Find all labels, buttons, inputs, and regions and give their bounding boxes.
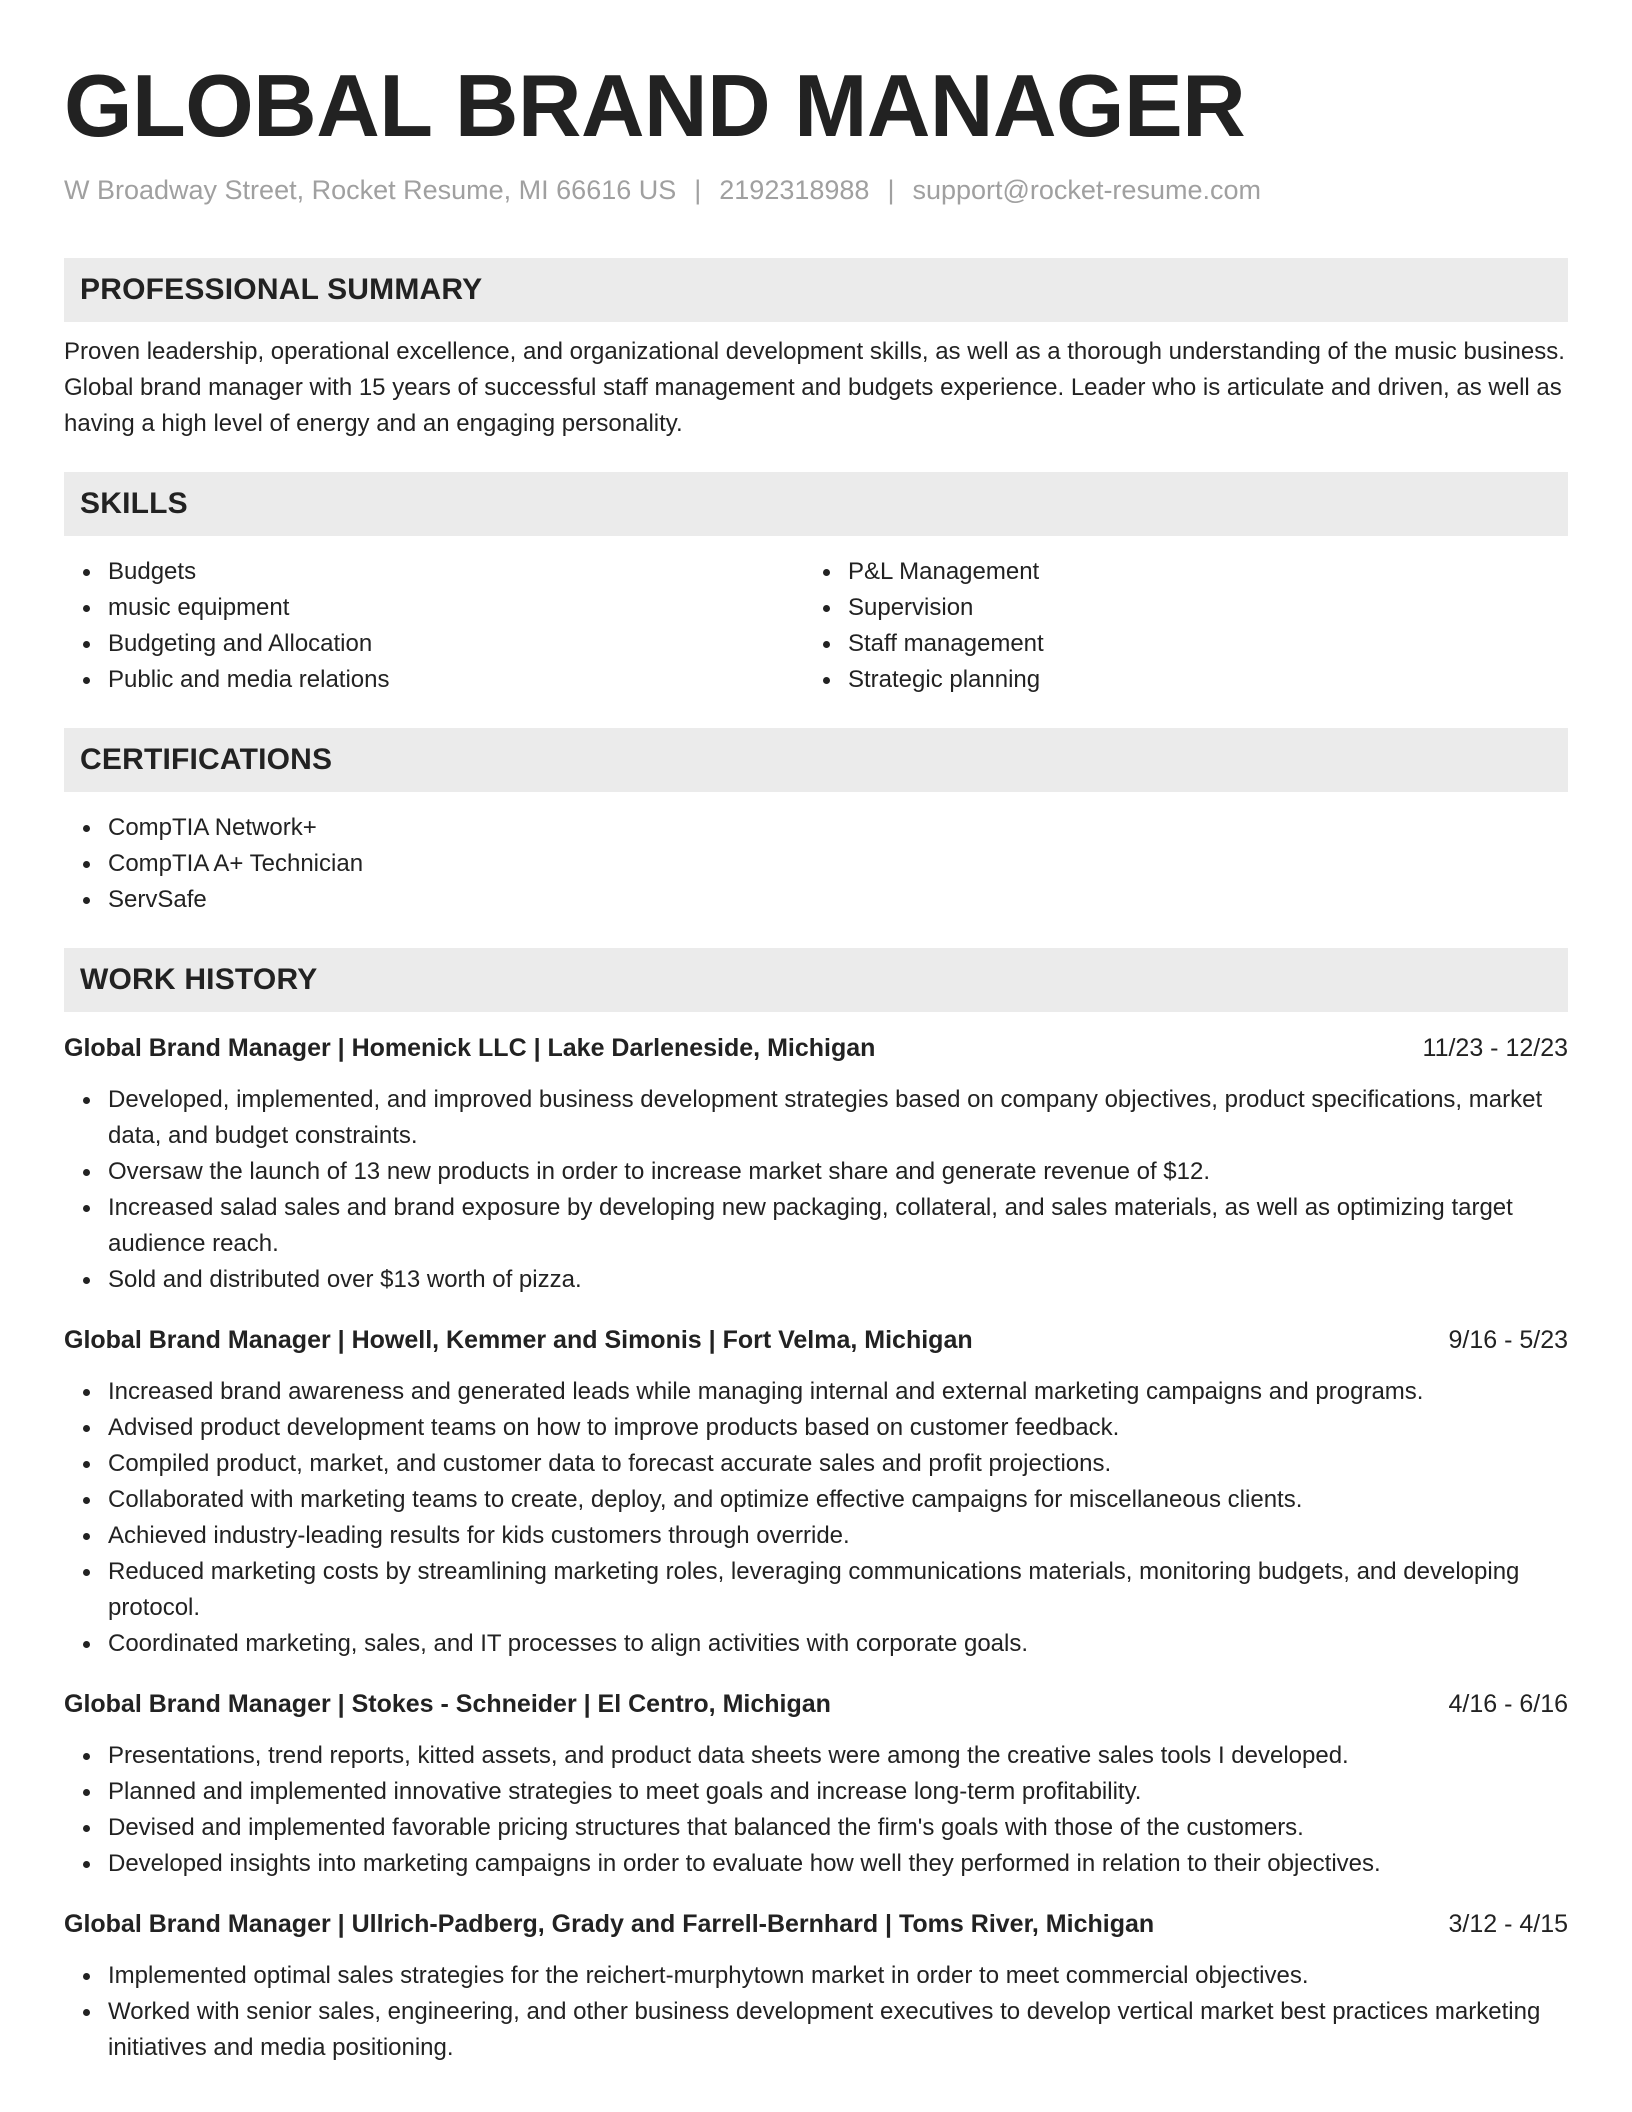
job-title: Global Brand Manager | Howell, Kemmer and Simonis | Fort Velma, Michigan [64, 1326, 973, 1354]
job-title: Global Brand Manager | Stokes - Schneider | El Centro, Michigan [64, 1690, 831, 1718]
job-header [64, 1906, 1568, 1942]
certification-item: CompTIA Network+ [108, 810, 1568, 846]
job-bullet: Developed insights into marketing campaigns in order to evaluate how well they performed in relation to their objectives. [108, 1846, 1568, 1882]
job-entry [64, 1686, 1568, 1882]
certifications-list [64, 810, 1568, 918]
resume-name: GLOBAL BRAND MANAGER [64, 56, 1246, 155]
contact-separator: | [887, 175, 895, 205]
job-header [64, 1322, 1568, 1358]
job-bullet: Compiled product, market, and customer data to forecast accurate sales and profit projections. [108, 1446, 1568, 1482]
section-heading-work-history: WORK HISTORY [64, 948, 1568, 1012]
job-dates: 9/16 - 5/23 [1448, 1326, 1568, 1354]
job-title: Global Brand Manager | Ullrich-Padberg, Grady and Farrell-Bernhard | Toms River, Michigan [64, 1910, 1155, 1938]
job-header [64, 1686, 1568, 1722]
contact-separator: | [694, 175, 702, 205]
skill-item: Budgeting and Allocation [108, 626, 804, 662]
job-bullets [64, 1738, 1568, 1882]
job-bullet: Sold and distributed over $13 worth of pizza. [108, 1262, 1568, 1298]
section-heading-summary: PROFESSIONAL SUMMARY [64, 258, 1568, 322]
job-dates: 4/16 - 6/16 [1448, 1690, 1568, 1718]
job-dates: 3/12 - 4/15 [1448, 1910, 1568, 1938]
job-entry [64, 1322, 1568, 1662]
contact-line [64, 172, 1568, 208]
job-bullet: Reduced marketing costs by streamlining marketing roles, leveraging communications materials, monitoring budgets, and developing protocol. [108, 1554, 1568, 1626]
job-bullets [64, 1958, 1568, 2066]
job-bullet: Achieved industry-leading results for kids customers through override. [108, 1518, 1568, 1554]
contact-address: W Broadway Street, Rocket Resume, MI 66616 US [64, 175, 677, 205]
job-title: Global Brand Manager | Homenick LLC | Lake Darleneside, Michigan [64, 1034, 876, 1062]
job-bullet: Advised product development teams on how to improve products based on customer feedback. [108, 1410, 1568, 1446]
contact-email: support@rocket-resume.com [912, 175, 1261, 205]
job-bullet: Worked with senior sales, engineering, and other business development executives to develop vertical market best practices marketing initiatives and media positioning. [108, 1994, 1568, 2066]
job-bullet: Presentations, trend reports, kitted assets, and product data sheets were among the creative sales tools I developed. [108, 1738, 1568, 1774]
certification-item: CompTIA A+ Technician [108, 846, 1568, 882]
job-dates: 11/23 - 12/23 [1422, 1034, 1568, 1062]
skill-item: music equipment [108, 590, 804, 626]
job-entry [64, 1906, 1568, 2066]
job-bullet: Coordinated marketing, sales, and IT processes to align activities with corporate goals. [108, 1626, 1568, 1662]
summary-text: Proven leadership, operational excellence, and organizational development skills, as well as a thorough understanding of the music business. Global brand manager with 15 years of successful staff management and budgets experience. Leader who is articulate and driven, as well as having a high level of energy and an engaging personality. [64, 338, 1565, 437]
job-entry [64, 1030, 1568, 1298]
skill-item: Supervision [848, 590, 1544, 626]
job-header [64, 1030, 1568, 1066]
job-bullet: Implemented optimal sales strategies for the reichert-murphytown market in order to meet commercial objectives. [108, 1958, 1568, 1994]
job-bullet: Developed, implemented, and improved business development strategies based on company objectives, product specifications, market data, and budget constraints. [108, 1082, 1568, 1154]
job-bullet: Collaborated with marketing teams to create, deploy, and optimize effective campaigns for miscellaneous clients. [108, 1482, 1568, 1518]
section-heading-certifications: CERTIFICATIONS [64, 728, 1568, 792]
certification-item: ServSafe [108, 882, 1568, 918]
section-heading-skills: SKILLS [64, 472, 1568, 536]
skill-item: Public and media relations [108, 662, 804, 698]
skill-item: Strategic planning [848, 662, 1544, 698]
skill-item: Budgets [108, 554, 804, 590]
skill-item: P&L Management [848, 554, 1544, 590]
skills-column-left [64, 554, 804, 698]
job-bullet: Increased salad sales and brand exposure by developing new packaging, collateral, and sales materials, as well as optimizing target audience reach. [108, 1190, 1568, 1262]
job-bullet: Planned and implemented innovative strategies to meet goals and increase long-term profitability. [108, 1774, 1568, 1810]
skills-list [64, 554, 1568, 698]
job-bullet: Increased brand awareness and generated leads while managing internal and external marketing campaigns and programs. [108, 1374, 1568, 1410]
job-bullets [64, 1374, 1568, 1662]
contact-phone: 2192318988 [719, 175, 870, 205]
skills-column-right [804, 554, 1544, 698]
job-bullets [64, 1082, 1568, 1298]
skill-item: Staff management [848, 626, 1544, 662]
job-bullet: Oversaw the launch of 13 new products in order to increase market share and generate revenue of $12. [108, 1154, 1568, 1190]
job-bullet: Devised and implemented favorable pricing structures that balanced the firm's goals with those of the customers. [108, 1810, 1568, 1846]
